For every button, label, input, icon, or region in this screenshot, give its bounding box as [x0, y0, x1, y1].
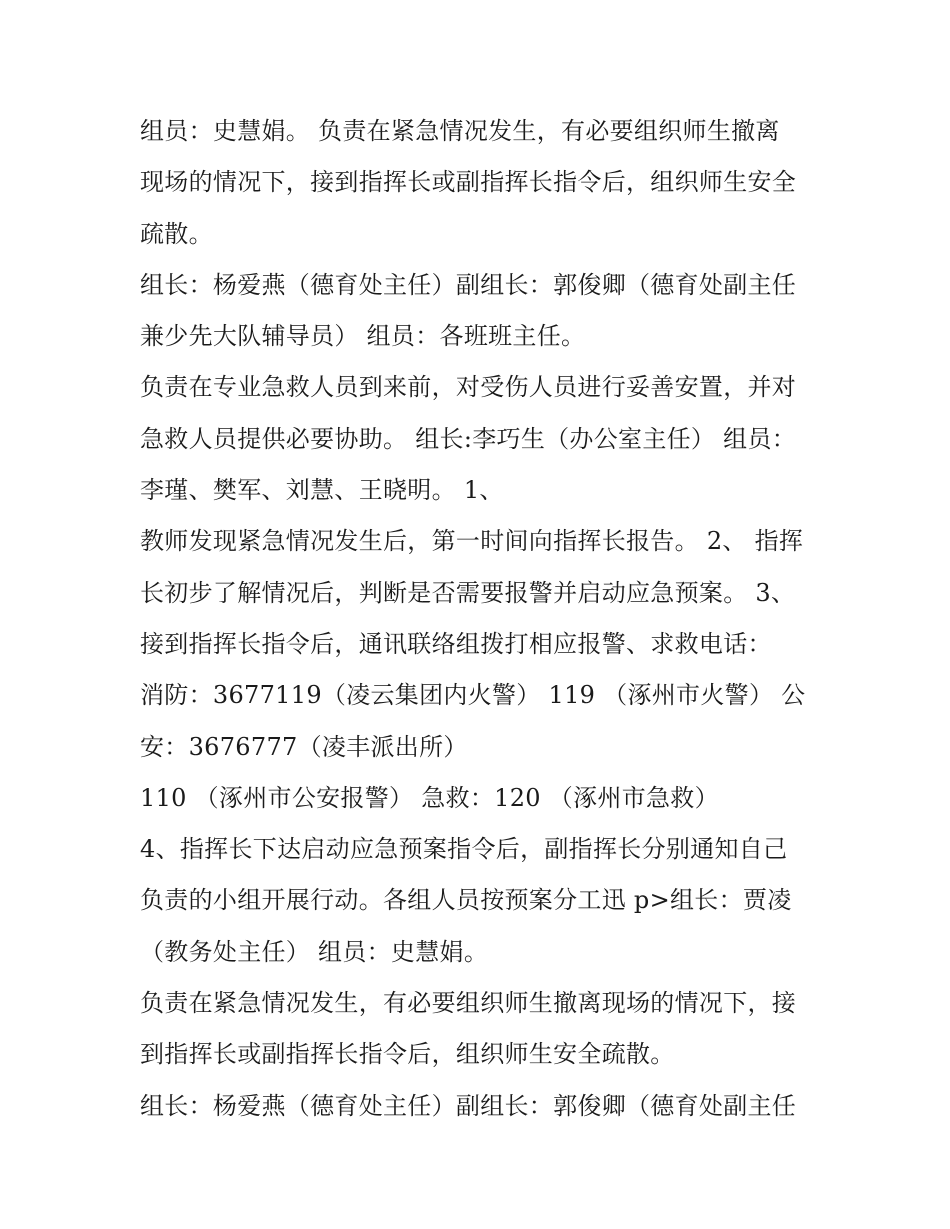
text-line: 李瑾、樊军、刘慧、王晓明。 1、 — [140, 476, 504, 505]
text-line: 负责在专业急救人员到来前，对受伤人员进行妥善安置，并对 — [140, 373, 797, 402]
text-line: 4、指挥长下达启动应急预案指令后，副指挥长分别通知自己 — [140, 835, 788, 864]
text-line: 现场的情况下，接到指挥长或副指挥长指令后，组织师生安全 — [140, 168, 797, 197]
text-line: 负责在紧急情况发生，有必要组织师生撤离现场的情况下，接 — [140, 989, 797, 1018]
text-line: 长初步了解情况后，判断是否需要报警并启动应急预案。 3、 — [140, 578, 796, 607]
text-line: 组长：杨爱燕（德育处主任）副组长：郭俊卿（德育处副主任 — [140, 1091, 797, 1120]
document-body — [140, 106, 830, 1132]
text-line: 到指挥长或副指挥长指令后，组织师生安全疏散。 — [140, 1040, 675, 1069]
text-line: 110 （涿州市公安报警） 急救：120 （涿州市急救） — [140, 783, 719, 812]
text-line: 组长：杨爱燕（德育处主任）副组长：郭俊卿（德育处副主任 — [140, 270, 797, 299]
text-line: 消防：3677119（凌云集团内火警） 119 （涿州市火警） 公 — [140, 681, 806, 710]
text-line: 急救人员提供必要协助。 组长:李巧生（办公室主任） 组员： — [140, 424, 797, 453]
text-line: 疏散。 — [140, 219, 213, 248]
text-line: 组员：史慧娟。 负责在紧急情况发生，有必要组织师生撤离 — [140, 117, 780, 145]
text-line: （教务处主任） 组员：史慧娟。 — [140, 937, 489, 966]
text-line: 安：3676777（凌丰派出所） — [140, 732, 468, 761]
text-line: 接到指挥长指令后，通讯联络组拨打相应报警、求救电话： — [140, 629, 772, 658]
text-line: 负责的小组开展行动。各组人员按预案分工迅 p>组长：贾凌 — [140, 886, 792, 915]
text-line: 教师发现紧急情况发生后，第一时间向指挥长报告。 2、 指挥 — [140, 527, 804, 556]
text-line: 兼少先大队辅导员） 组员：各班班主任。 — [140, 322, 586, 351]
